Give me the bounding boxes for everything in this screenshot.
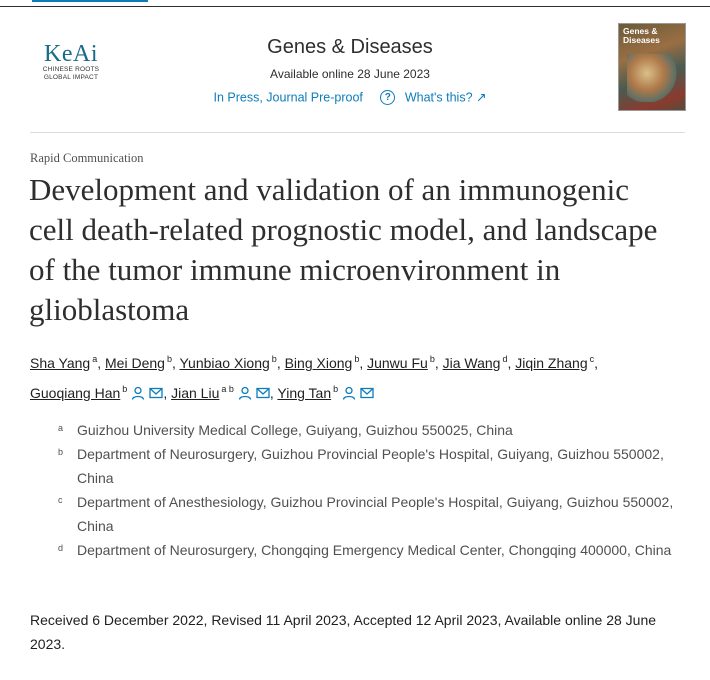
article-type: Rapid Communication xyxy=(30,151,144,165)
affiliation-label: c xyxy=(58,495,63,505)
journal-status-row xyxy=(200,88,500,107)
in-press-link[interactable]: In Press, Journal Pre-proof xyxy=(213,90,363,105)
author-name-link[interactable]: Jia Wang xyxy=(442,355,501,371)
logo-tagline-1: CHINESE ROOTS xyxy=(42,66,100,73)
author-item xyxy=(277,385,374,401)
author-item xyxy=(30,385,163,401)
affiliation-text: Department of Anesthesiology, Guizhou Provincial People's Hospital, Guiyang, Guizhou 550002, China xyxy=(77,494,674,534)
affiliation-text: Department of Neurosurgery, Guizhou Provincial People's Hospital, Guiyang, Guizhou 550002, China xyxy=(77,446,664,486)
affiliation-superscript[interactable]: b xyxy=(166,354,172,364)
question-icon[interactable]: ? xyxy=(380,90,395,105)
affiliation-item xyxy=(58,538,688,562)
author-name-link[interactable]: Mei Deng xyxy=(105,355,165,371)
affiliation-superscript[interactable]: b xyxy=(333,384,339,394)
author-item xyxy=(179,355,276,371)
author-name-link[interactable]: Jian Liu xyxy=(171,385,220,401)
author-name-link[interactable]: Jiqin Zhang xyxy=(515,355,588,371)
author-item xyxy=(515,355,594,371)
email-icon[interactable] xyxy=(256,382,270,396)
affiliation-label: b xyxy=(58,447,64,457)
available-online-date: Available online 28 June 2023 xyxy=(270,67,430,81)
affiliation-superscript[interactable]: b xyxy=(271,354,277,364)
whats-this-link[interactable]: What's this? ↗ xyxy=(404,90,487,105)
affiliation-label: a xyxy=(58,423,64,433)
keai-logo[interactable] xyxy=(40,42,102,82)
top-bar xyxy=(0,0,710,7)
affiliation-superscript[interactable]: a b xyxy=(221,384,234,394)
author-item xyxy=(30,355,97,371)
email-icon[interactable] xyxy=(360,382,374,396)
affiliation-superscript[interactable]: b xyxy=(429,354,435,364)
author-item xyxy=(367,355,435,371)
logo-name: KeAi xyxy=(44,41,98,67)
affiliation-superscript[interactable]: d xyxy=(502,354,508,364)
cover-artwork xyxy=(627,54,677,102)
author-name-link[interactable]: Sha Yang xyxy=(30,355,91,371)
affiliation-superscript[interactable]: a xyxy=(92,354,98,364)
author-name-link[interactable]: Guoqiang Han xyxy=(30,385,121,401)
header-divider xyxy=(30,132,685,133)
article-history: Received 6 December 2022, Revised 11 April 2023, Accepted 12 April 2023, Available online 28 June 2023. xyxy=(30,612,657,652)
affiliation-label: d xyxy=(58,543,64,553)
author-item xyxy=(171,385,270,401)
author-profile-icon[interactable] xyxy=(131,382,145,396)
email-icon[interactable] xyxy=(149,382,163,396)
cover-title: Genes & Diseases xyxy=(623,26,660,45)
author-profile-icon[interactable] xyxy=(238,382,252,396)
active-tab-indicator xyxy=(32,0,148,2)
journal-cover-image[interactable] xyxy=(618,23,686,111)
author-name-link[interactable]: Ying Tan xyxy=(277,385,332,401)
journal-title[interactable]: Genes & Diseases xyxy=(267,36,433,58)
logo-tagline-2: GLOBAL IMPACT xyxy=(43,74,99,81)
affiliations xyxy=(58,418,688,562)
author-item xyxy=(443,355,508,371)
author-profile-icon[interactable] xyxy=(342,382,356,396)
affiliation-item xyxy=(58,442,688,490)
affiliation-text: Guizhou University Medical College, Guiyang, Guizhou 550025, China xyxy=(77,422,513,438)
author-item xyxy=(285,355,360,371)
author-item xyxy=(105,355,172,371)
author-name-link[interactable]: Yunbiao Xiong xyxy=(179,355,270,371)
journal-header xyxy=(200,34,500,107)
author-list: Sha Yang $^a$, Mei Deng $^b$, Yunbiao Xiong $^b$, Bing Xiong $^b$, Junwu Fu $^b$, Jia Wang $^d$, Jiqin Zhang $^c$, Guoqiang Han $^b$ , Jian Liu $^{a b}$ , Ying Tan $^b$ xyxy=(30,354,599,401)
affiliation-text: Department of Neurosurgery, Chongqing Emergency Medical Center, Chongqing 400000, China xyxy=(77,542,672,558)
author-name-link[interactable]: Bing Xiong xyxy=(284,355,353,371)
affiliation-item xyxy=(58,490,688,538)
affiliation-superscript[interactable]: c xyxy=(589,354,595,364)
affiliation-item xyxy=(58,418,688,442)
affiliation-superscript[interactable]: b xyxy=(354,354,360,364)
affiliation-superscript[interactable]: b xyxy=(122,384,128,394)
article-title: Development and validation of an immunogenic cell death-related prognostic model, and landscape of the tumor immune microenvironment in glioblastoma xyxy=(29,172,658,327)
author-name-link[interactable]: Junwu Fu xyxy=(367,355,428,371)
